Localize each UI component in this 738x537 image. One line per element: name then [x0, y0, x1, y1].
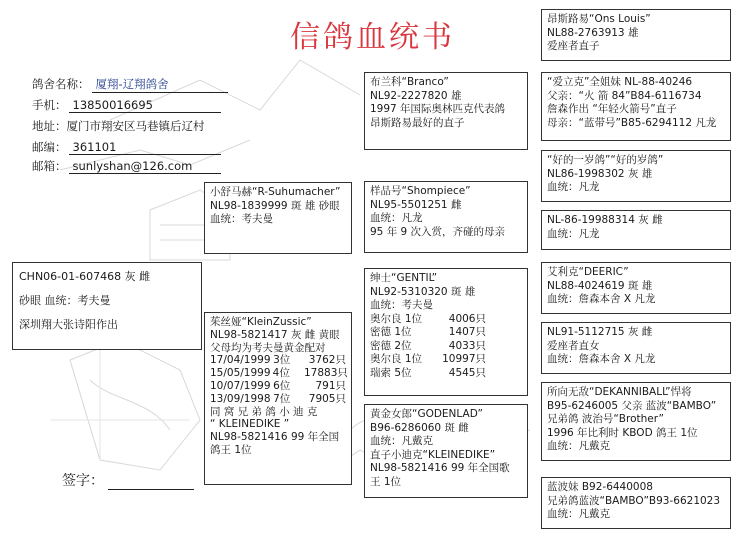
subject-author: 深圳翔大张诗阳作出: [19, 318, 118, 331]
subject-pigeon-box: [12, 262, 202, 350]
result-place: 3位: [273, 354, 291, 367]
gp-result-row: [370, 313, 522, 327]
granddam-2-box: [364, 404, 528, 498]
loft-name-value: 厦翔-辽翔鸽舍: [92, 76, 228, 93]
ggp-line: NL88-4024619 斑 雄: [547, 279, 653, 292]
ggp-line: 1996 年比利时 KBOD 鸽王 1位: [547, 426, 698, 439]
ggp-line: 母亲：“蓝带号”B85-6294112 凡龙: [547, 116, 717, 129]
signature-label: 签字：: [62, 473, 104, 489]
gp-name: 绅士“GENTIL”: [370, 272, 438, 284]
gp-name: 样品号“Shompiece”: [370, 185, 471, 197]
granddam-1-box: [364, 181, 528, 253]
phone-row: [32, 97, 221, 113]
page-title: 信鸽血统书: [290, 20, 455, 55]
ggp-line: 血统：詹森本舍 X 凡龙: [547, 293, 656, 305]
dam-result-row: [210, 367, 346, 380]
ggp-line: 血统：凡龙: [547, 181, 600, 193]
dam-box: [204, 312, 352, 485]
gp-ring: NL92-2227820 雄: [370, 89, 462, 102]
dam-sibling-line: “ KLEINEDIKE ”: [210, 418, 290, 431]
result-count: 1407只: [448, 326, 486, 338]
ggp-line: 血统：凡龙: [547, 227, 600, 240]
gp-result-row: [370, 367, 522, 381]
great-grandparent-box: [541, 322, 731, 374]
ggp-line: 所向无敌“DEKANNIBALL”悍将: [547, 386, 692, 398]
signature-line: [108, 475, 194, 490]
dam-name: 茱丝娅“KleinZussic”: [210, 316, 312, 328]
dam-sibling-line: 鸽王 1位: [210, 443, 252, 456]
ggp-line: “爱立克”全姐妹 NL-88-40246: [547, 76, 693, 88]
ggp-line: “好的一岁鸽”“好的岁鸽”: [547, 154, 664, 166]
ggp-line: NL91-5112715 灰 雌: [547, 326, 653, 338]
phone-label: 手机：: [32, 98, 67, 112]
result-count: 791只: [315, 379, 346, 392]
loft-name-label: 鸽舍名称：: [32, 77, 90, 91]
result-count: 17883只: [304, 367, 348, 380]
result-count: 4006只: [448, 312, 486, 325]
result-place: 7位: [273, 392, 291, 405]
sire-box: [204, 182, 352, 254]
gp-ring: NL92-5310320 斑 雄: [370, 285, 476, 298]
grandsire-2-box: [364, 268, 528, 396]
gp-result-row: [370, 326, 522, 340]
gp-ring: NL95-5501251 雌: [370, 198, 462, 211]
zip-value: 361101: [69, 140, 221, 155]
address-row: [32, 118, 205, 134]
zip-label: 邮编：: [32, 140, 67, 154]
dam-note: 父母均为考夫曼黄金配对: [210, 341, 326, 354]
subject-bloodline: 砂眼 血统：考夫曼: [19, 294, 111, 307]
great-grandparent-box: [541, 382, 731, 461]
gp-line: 血统：考夫曼: [370, 299, 433, 311]
gp-result-row: [370, 353, 522, 367]
gp-line: 95 年 9 次入赏，齐碰的母亲: [370, 225, 506, 238]
address-label: 地址：: [32, 119, 67, 133]
result-date: 15/05/1999: [210, 367, 271, 380]
result-place: 6位: [273, 379, 291, 392]
gp-line: 直子小迪克“KLEINEDIKE”: [370, 448, 496, 461]
loft-name-row: [32, 76, 228, 93]
ggp-line: 爱座者直子: [547, 40, 600, 52]
ggp-line: NL-86-19988314 灰 雌: [547, 214, 663, 226]
ggp-line: 昂斯路易“Ons Louis”: [547, 13, 651, 25]
result-count: 4033只: [448, 339, 486, 352]
dam-result-row: [210, 380, 346, 393]
ggp-line: 兄弟鸽 波治号“Brother”: [547, 413, 664, 425]
ggp-line: 兄弟鸽蓝波“BAMBO”B93-6621023: [547, 494, 721, 507]
result-count: 3762只: [308, 354, 346, 367]
ggp-line: 爱座者直女: [547, 339, 600, 352]
sire-bloodline: 血统：考夫曼: [210, 213, 273, 225]
address-value: 厦门市翔安区马巷镇后辽村: [66, 119, 205, 133]
sire-ring: NL98-1839999 斑 雄 砂眼: [210, 199, 340, 212]
dam-result-row: [210, 354, 346, 367]
dam-ring: NL98-5821417 灰 雌 黄眼: [210, 328, 340, 341]
ggp-line: 父亲：“火 箭 84”B84-6116734: [547, 89, 702, 102]
ggp-line: 艾利克“DEERIC”: [547, 266, 629, 278]
ggp-line: NL86-1998302 灰 雄: [547, 167, 653, 180]
ggp-line: B95-6246005 父亲 蓝波“BAMBO”: [547, 399, 717, 412]
great-grandparent-box: [541, 477, 731, 529]
result-race: 密德 2位: [370, 339, 412, 352]
gp-name: 黄金女郎“GODENLAD”: [370, 408, 483, 420]
dam-result-row: [210, 393, 346, 406]
great-grandparent-box: [541, 150, 731, 202]
result-place: 4位: [272, 367, 290, 380]
dam-sibling-line: NL98-5821416 99 年全国: [210, 431, 340, 444]
email-value: sunlyshan@126.com: [69, 159, 221, 174]
sire-name: 小舒马赫“R-Suhumacher”: [210, 186, 341, 198]
result-date: 17/04/1999: [210, 354, 271, 367]
ggp-line: 蓝波妹 B92-6440008: [547, 481, 653, 493]
gp-result-row: [370, 340, 522, 354]
email-label: 邮箱：: [32, 159, 67, 173]
gp-line: 王 1位: [370, 475, 402, 488]
great-grandparent-box: [541, 262, 731, 314]
email-row: [32, 158, 221, 174]
result-race: 奥尔良 1位: [370, 353, 423, 365]
gp-line: 血统：凡龙: [370, 212, 423, 224]
result-count: 4545只: [448, 366, 486, 379]
gp-ring: B96-6286060 斑 雌: [370, 421, 469, 434]
result-race: 瑞索 5位: [370, 366, 412, 379]
result-count: 10997只: [442, 353, 486, 365]
ggp-line: 詹森作出 “年轻火箭号”直子: [547, 103, 677, 115]
gp-line: NL98-5821416 99 年全国歌: [370, 462, 510, 474]
phone-value: 13850016695: [69, 98, 221, 113]
zip-row: [32, 139, 221, 155]
ggp-line: NL88-2763913 雄: [547, 26, 639, 39]
ggp-line: 血统：詹森本舍 X 凡龙: [547, 353, 656, 365]
dam-sibling-line: 同 窝 兄 弟 鸽 小 迪 克: [210, 405, 318, 418]
gp-line: 昂斯路易最好的直子: [370, 116, 465, 129]
gp-line: 血统：凡戴克: [370, 435, 433, 447]
ggp-line: 血统：凡戴克: [547, 508, 610, 520]
gp-name: 布兰科“Branco”: [370, 76, 449, 88]
gp-line: 1997 年国际奥林匹克代表鸽: [370, 103, 506, 115]
subject-ring: CHN06-01-607468 灰 雌: [19, 270, 151, 283]
grandsire-1-box: [364, 72, 528, 150]
result-race: 密德 1位: [370, 326, 412, 338]
result-race: 奥尔良 1位: [370, 312, 423, 325]
great-grandparent-box: [541, 9, 731, 61]
signature-row: [62, 470, 194, 490]
great-grandparent-box: [541, 210, 731, 250]
result-date: 10/07/1999: [210, 379, 271, 392]
great-grandparent-box: [541, 72, 731, 141]
result-date: 13/09/1998: [210, 392, 271, 405]
ggp-line: 血统：凡戴克: [547, 440, 610, 452]
result-count: 7905只: [308, 392, 346, 405]
